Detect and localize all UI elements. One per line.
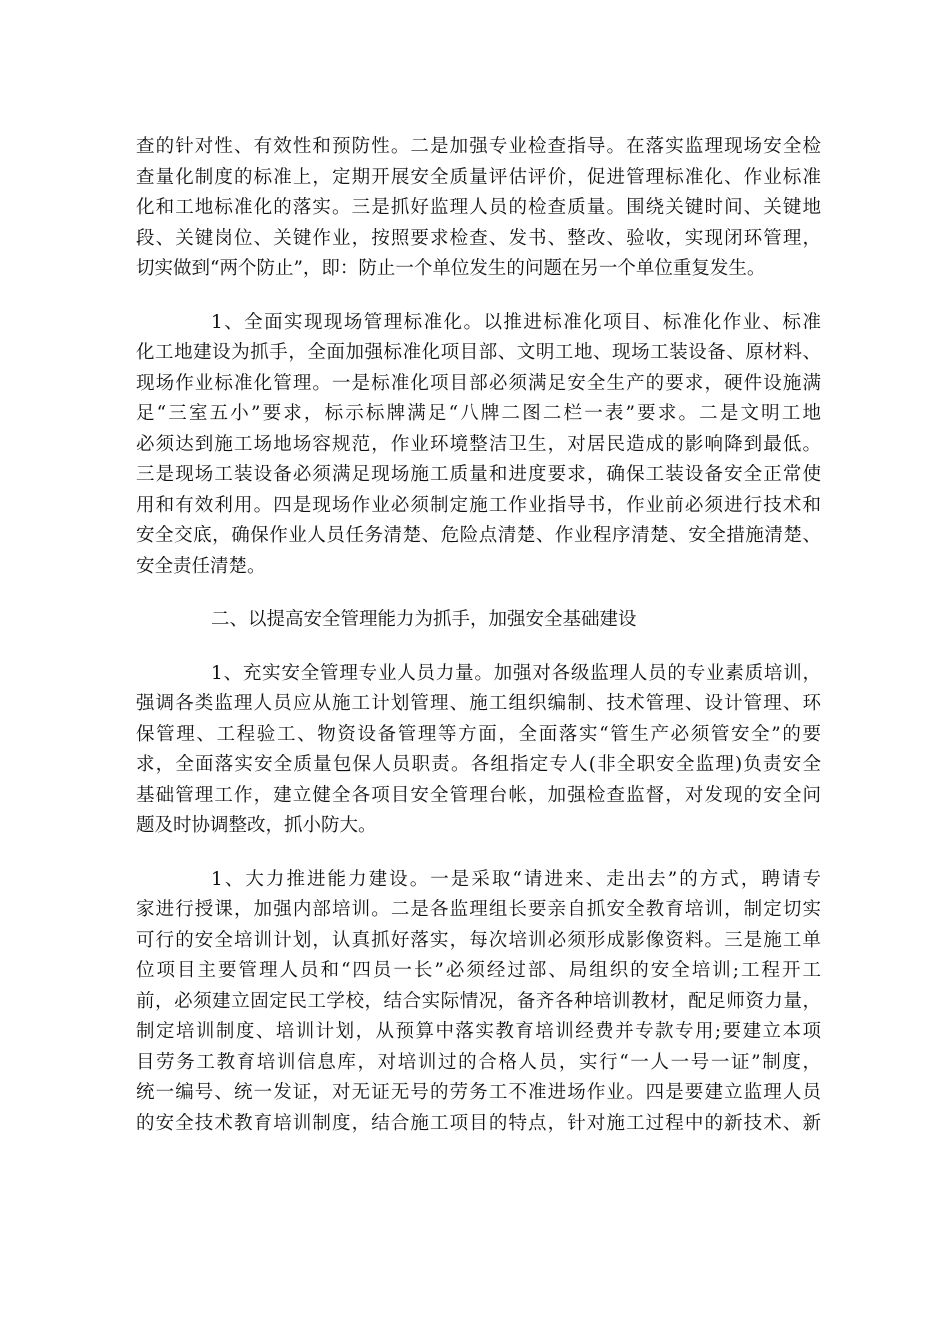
text-line: 安全交底，确保作业人员任务清楚、危险点清楚、作业程序清楚、安全措施清楚、 — [136, 525, 821, 546]
text-line: 现场作业标准化管理。一是标准化项目部必须满足安全生产的要求，硬件设施满 — [136, 372, 821, 394]
text-line: 目劳务工教育培训信息库，对培训过的合格人员，实行“一人一号一证”制度， — [136, 1051, 821, 1073]
text-line: 基础管理工作，建立健全各项目安全管理台帐，加强检查监督，对发现的安全问 — [136, 784, 821, 806]
text-line: 化工地建设为抓手，全面加强标准化项目部、文明工地、现场工装设备、原材料、 — [136, 342, 821, 363]
text-line: 的安全技术教育培训制度，结合施工项目的特点，针对施工过程中的新技术、新 — [136, 1112, 821, 1134]
text-line: 家进行授课，加强内部培训。二是各监理组长要亲自抓安全教育培训，制定切实 — [136, 899, 821, 920]
text-line: 制定培训制度、培训计划，从预算中落实教育培训经费并专款专用;要建立本项 — [136, 1021, 821, 1042]
text-line: 段、关键岗位、关键作业，按照要求检查、发书、整改、验收，实现闭环管理， — [136, 227, 821, 249]
document-page — [136, 132, 821, 1162]
text-line: 1、全面实现现场管理标准化。以推进标准化项目、标准化作业、标准 — [211, 311, 821, 333]
text-line: 查量化制度的标准上，定期开展安全质量评估评价，促进管理标准化、作业标准 — [136, 166, 821, 188]
paragraph-2 — [136, 308, 821, 583]
text-line: 三是现场工装设备必须满足现场施工质量和进度要求，确保工装设备安全正常使 — [136, 464, 821, 485]
text-line: 题及时协调整改，抓小防大。 — [136, 815, 377, 836]
paragraph-1 — [136, 132, 821, 285]
text-line: 前，必须建立固定民工学校，结合实际情况，备齐各种培训教材，配足师资力量， — [136, 990, 821, 1012]
text-line: 求，全面落实安全质量包保人员职责。各组指定专人(非全职安全监理)负责安全 — [136, 754, 821, 775]
section-heading — [136, 605, 821, 636]
text-line: 统一编号、统一发证，对无证无号的劳务工不准进场作业。四是要建立监理人员 — [136, 1082, 821, 1103]
paragraph-4 — [136, 659, 821, 842]
text-line: 必须达到施工场地场容规范，作业环境整洁卫生，对居民造成的影响降到最低。 — [136, 433, 821, 455]
text-line: 切实做到“两个防止”，即：防止一个单位发生的问题在另一个单位重复发生。 — [136, 258, 766, 279]
text-line: 强调各类监理人员应从施工计划管理、施工组织编制、技术管理、设计管理、环 — [136, 693, 821, 714]
paragraph-5 — [136, 865, 821, 1140]
section-heading-text: 二、以提高安全管理能力为抓手，加强安全基础建设 — [211, 609, 637, 630]
text-line: 1、充实安全管理专业人员力量。加强对各级监理人员的专业素质培训， — [211, 662, 821, 684]
text-line: 足“三室五小”要求，标示标牌满足“八牌二图二栏一表”要求。二是文明工地 — [136, 403, 821, 424]
text-line: 可行的安全培训计划，认真抓好落实，每次培训必须形成影像资料。三是施工单 — [136, 929, 821, 951]
text-line: 1、大力推进能力建设。一是采取“请进来、走出去”的方式，聘请专 — [211, 868, 821, 890]
text-line: 查的针对性、有效性和预防性。二是加强专业检查指导。在落实监理现场安全检 — [136, 136, 821, 157]
text-line: 位项目主要管理人员和“四员一长”必须经过部、局组织的安全培训;工程开工 — [136, 960, 821, 981]
text-line: 用和有效利用。四是现场作业必须制定施工作业指导书，作业前必须进行技术和 — [136, 494, 821, 516]
text-line: 化和工地标准化的落实。三是抓好监理人员的检查质量。围绕关键时间、关键地 — [136, 197, 821, 218]
text-line: 保管理、工程验工、物资设备管理等方面，全面落实“管生产必须管安全”的要 — [136, 723, 821, 745]
text-line: 安全责任清楚。 — [136, 555, 266, 577]
